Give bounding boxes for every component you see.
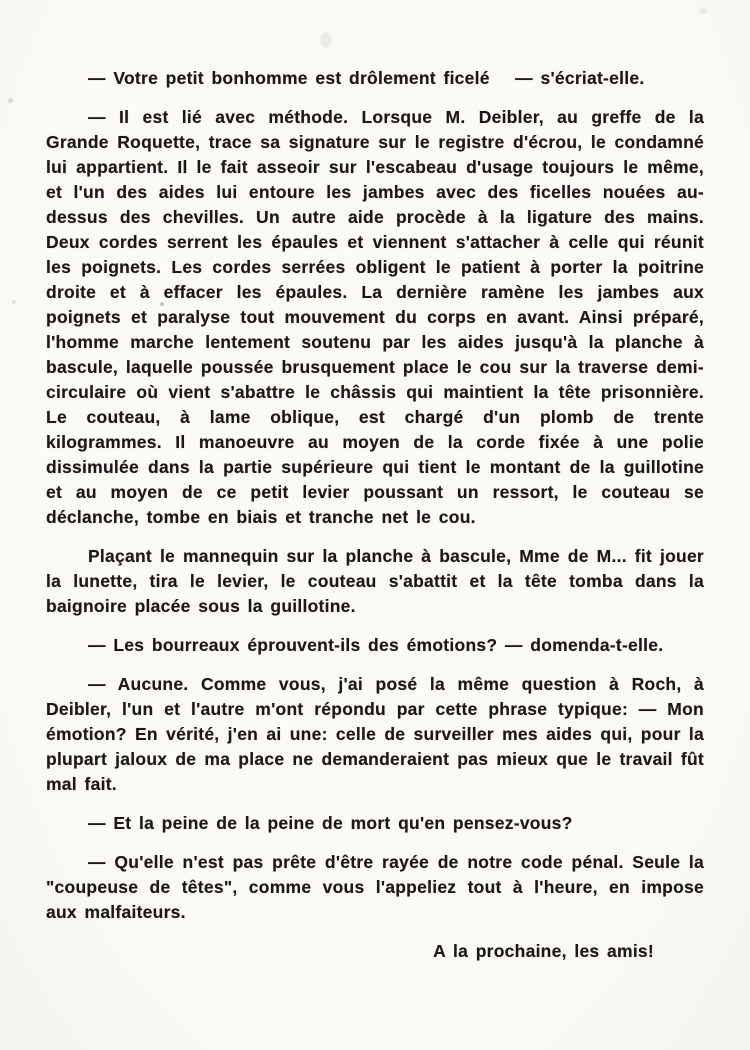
dialogue-paragraph: — Et la peine de la peine de mort qu'en pensez-vous?: [88, 813, 573, 833]
narrative-paragraph: Plaçant le mannequin sur la planche à bascule, Mme de M... fit jouer la lunette, tira le levier, le couteau s'abattit et la tête tomba dans la baignoire placée sous la guillotine.: [46, 546, 704, 616]
dialogue-paragraph: — Il est lié avec méthode. Lorsque M. Deibler, au greffe de la Grande Roquette, trace sa signature sur le registre d'écrou, le condamné lui appartient. Il le fait asseoir sur l'escabeau d'usage toujours le même, et l'un des aides lui entoure les jambes avec des ficelles nouées au-dessus des chevilles. Un autre aide procède à la ligature des mains. Deux cordes serrent les épaules et viennent s'attacher à celle qui réunit les poignets. Les cordes serrées obligent le patient à porter la poitrine droite et à effacer les épaules. La dernière ramène les jambes aux poignets et paralyse tout mouvement du corps en avant. Ainsi préparé, l'homme marche lentement soutenu par les aides jusqu'à la planche à bascule, laquelle poussée brusquement place le cou sur la traverse demi-circulaire où vient s'abattre le châssis qui maintient la tête prisonnière. Le couteau, à lame oblique, est chargé d'un plomb de trente kilogrammes. Il manoeuvre au moyen de la corde fixée à une polie dissimulée dans la partie supérieure qui tient le montant de la guillotine et au moyen de ce petit levier poussant un ressort, le couteau se déclanche, tombe en biais et tranche net le cou.: [46, 107, 704, 527]
scan-smudge: [700, 8, 707, 14]
scan-speck: [8, 98, 13, 103]
scan-speck: [12, 300, 16, 304]
dialogue-paragraph: — Votre petit bonhomme est drôlement ficelé — s'écriat-elle.: [88, 68, 645, 88]
dialogue-paragraph: — Qu'elle n'est pas prête d'être rayée de notre code pénal. Seule la "coupeuse de têtes", comme vous l'appeliez tout à l'heure, en impose aux malfaiteurs.: [46, 852, 704, 922]
dialogue-paragraph: — Les bourreaux éprouvent-ils des émotions? — domenda-t-elle.: [88, 635, 664, 655]
dialogue-paragraph: — Aucune. Comme vous, j'ai posé la même question à Roch, à Deibler, l'un et l'autre m'ont répondu par cette phrase typique: — Mon émotion? En vérité, j'en ai une: celle de surveiller mes aides qui, pour la plupart jaloux de ma place ne demanderaient pas mieux que le travail fût mal fait.: [46, 674, 704, 794]
body-text: [46, 66, 704, 964]
sign-off: A la prochaine, les amis!: [433, 941, 654, 961]
scan-smudge: [320, 32, 332, 48]
